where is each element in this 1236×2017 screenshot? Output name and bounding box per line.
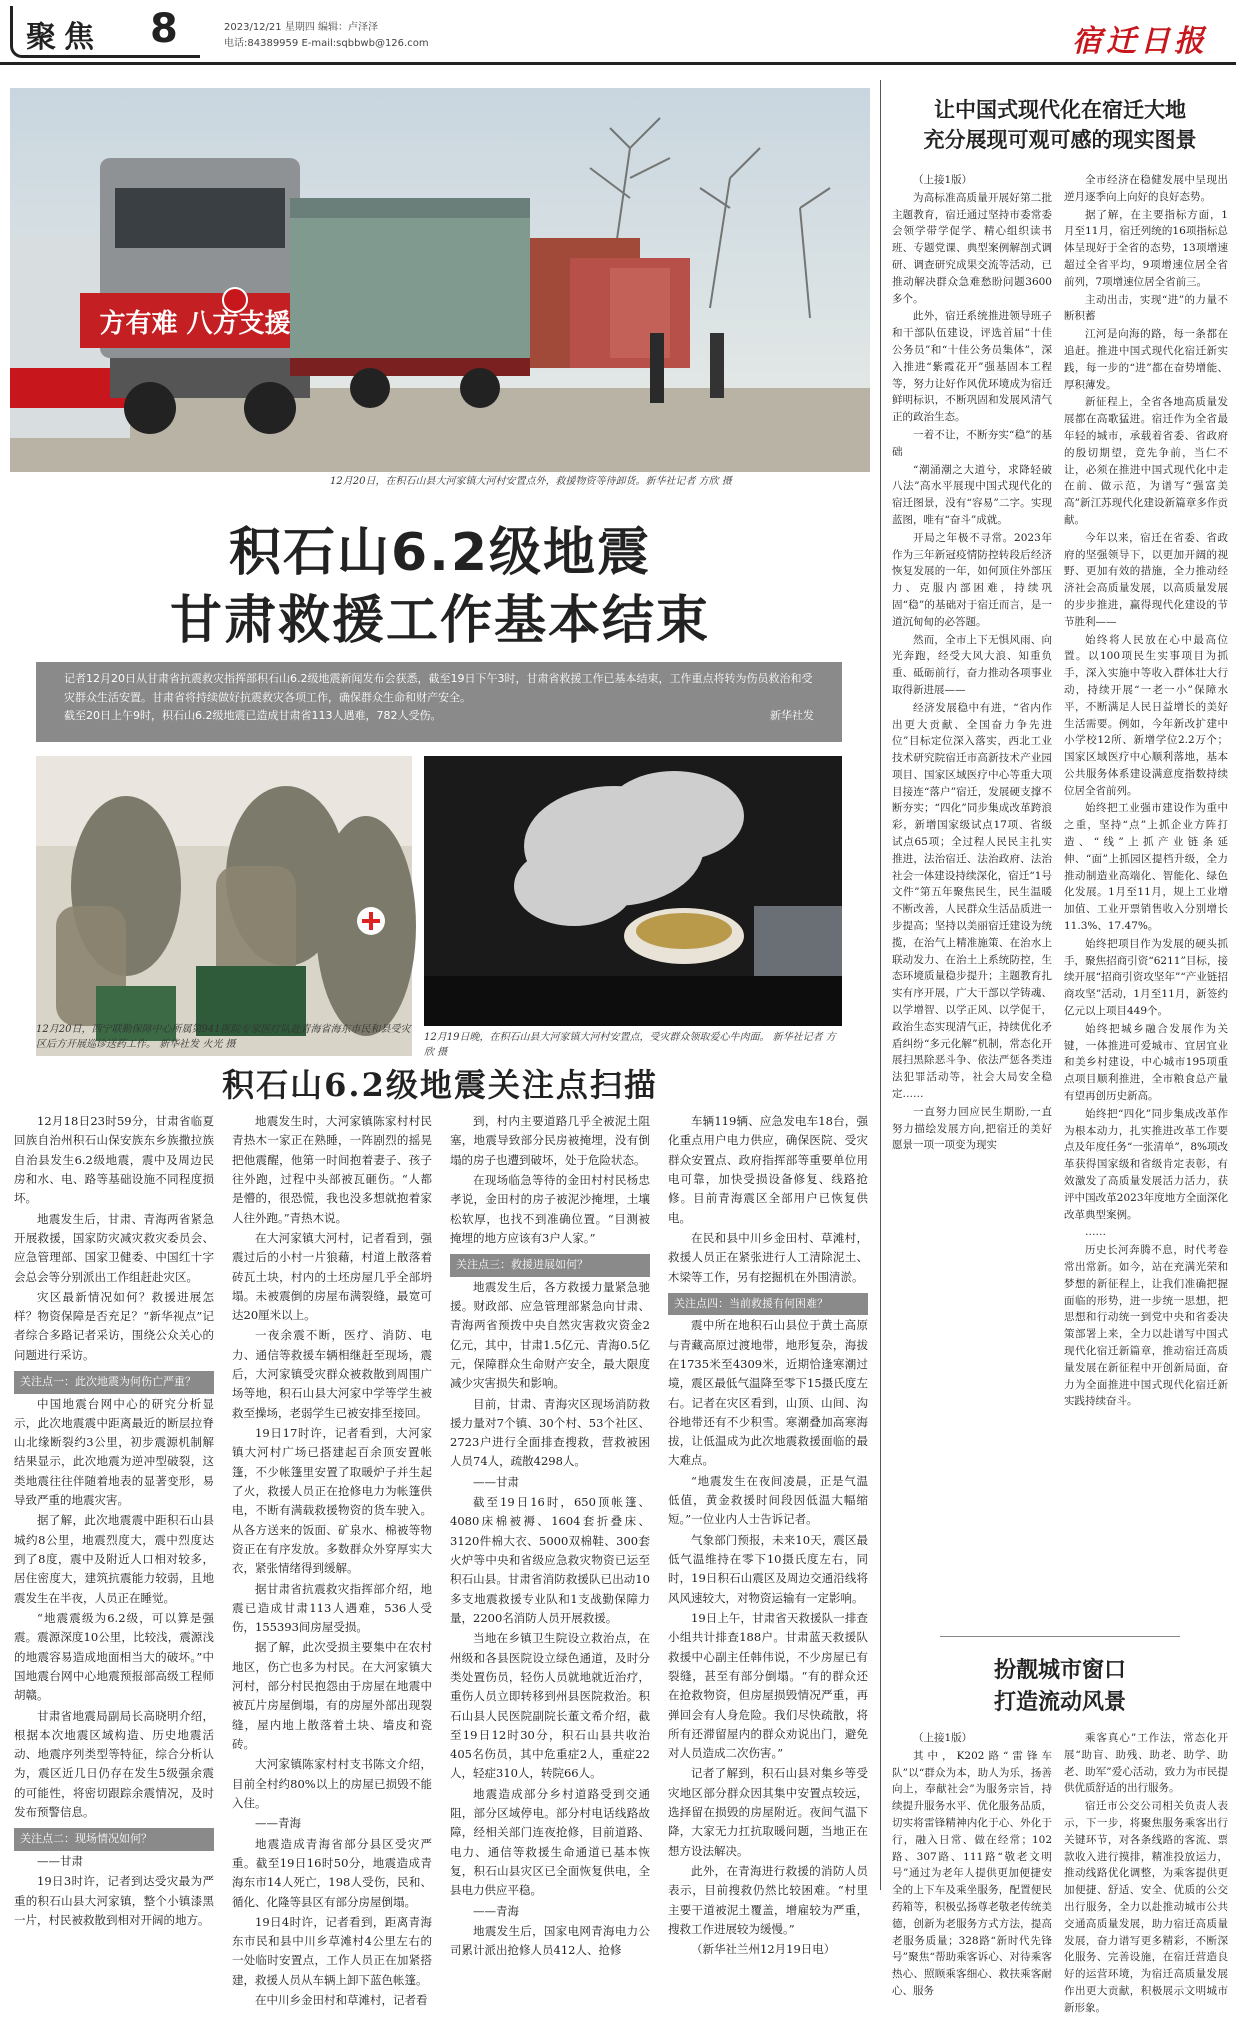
paragraph: 新征程上，全省各地高质量发展都在高歌猛进。宿迁作为全省最年轻的城市，承载着省委、省政府的殷切期望，竞先争前，当仁不让，必须在推进中国式现代化中走在前、做示范，为谱写“强富美高”新江苏现代化建设新篇章多作贡献。: [1064, 396, 1228, 526]
right-article-1-column-b: [1064, 172, 1228, 1411]
paragraph: 一直努力回应民生期盼,一直努力描绘发展方向,把宿迁的美好愿景一项一项变为现实: [892, 1105, 1052, 1152]
paragraph: 然而，全市上下无惧风雨、向光奔跑，经受大风大浪、知重负重、砥砺前行，奋力推动各项事业取得新进展——: [892, 633, 1052, 696]
paragraph: 一着不让，不断夯实“稳”的基础: [892, 428, 1052, 458]
paragraph: 到，村内主要道路几乎全被泥土阻塞，地震导致部分民房被掩埋，没有倒塌的房子也遭到破坏，处于危险状态。: [450, 1114, 650, 1167]
paragraph: ……: [1085, 1226, 1106, 1239]
paragraph: 江河是向海的路，每一条都在追赶。推进中国式现代化宿迁新实践，每一步的“进”都在奋势增能、厚积薄发。: [1064, 328, 1228, 391]
paragraph: 截至19日16时，650顶帐篷、4080床棉被褥、1604套折叠床、3120件棉大衣、5000双棉鞋、300套火炉等中央和省级应急救灾物资已运至积石山县。甘肃省消防救援队已出动10多支地震救援专业队和1支战勤保障力量，2200名消防人员开展救援。: [450, 1495, 650, 1625]
paragraph: 始终把项目作为发展的硬头抓手，聚焦招商引资“6211”目标，接续开展“招商引资攻坚年”“产业链招商攻坚”活动，1月至11月，新签约亿元以上项目449个。: [1064, 937, 1228, 1018]
paragraph: ——甘肃: [37, 1853, 83, 1868]
main-headline-line1: 积石山6.2级地震: [228, 523, 652, 583]
lead-paragraph-1: 记者12月20日从甘肃省抗震救灾指挥部积石山6.2级地震新闻发布会获悉，截至19日下午3时，甘肃省救援工作已基本结束，工作重点将转为伤员救治和受灾群众生活安置。甘肃省将持续做好抗震救灾各项工作，确保群众生命和财产安全。: [64, 672, 813, 704]
right-article-1-column-a: [892, 172, 1052, 1155]
lead-source: 新华社发: [770, 709, 814, 723]
lead-box: [36, 662, 842, 742]
newspaper-masthead: 宿迁日报: [1072, 24, 1208, 59]
relief-banner-text: 方有难 八方支援: [99, 309, 291, 339]
paragraph: 乘客真心”工作法，常态化开展“助盲、助残、助老、助学、助老、助军”爱心活动，致力为市民提供优质舒适的出行服务。: [1064, 1732, 1228, 1795]
paragraph: 中国地震台网中心的研究分析显示，此次地震震中距离最近的断层拉脊山北缘断裂约3公里，初步震源机制解结果显示，此次地震为逆冲型破裂，这类地震往往伴随着地表的显著变形，易导致严重的地震灾害。: [14, 1396, 214, 1508]
focus-column-3: [450, 1112, 650, 1958]
paragraph: （新华社兰州12月19日电）: [691, 1942, 836, 1957]
paragraph: 据了解，此次受损主要集中在农村地区，伤亡也多为村民。在大河家镇大河村，部分村民抱怨由于房屋在地震中被瓦片房屋倒塌，有的房屋外部出现裂缝，屋内地上散落着土块、墙皮和瓷砖。: [232, 1640, 432, 1751]
paragraph: 地震造成部分乡村道路受到交通阻，部分区域停电。部分村电话线路故障，经相关部门连夜抢修，目前道路、电力、通信等救援生命通道已基本恢复，积石山县灾区已全面恢复供电，全县电力供应平稳。: [450, 1786, 650, 1898]
focus-headline: 积石山6.2级地震关注点扫描: [222, 1066, 658, 1104]
paragraph: 甘肃省地震局副局长高晓明介绍，根据本次地震区域构造、历史地震活动、地震序列类型等特征，综合分析认为，震区近几日仍存在发生5级强余震的可能性，将密切跟踪余震情况，及时发布预警信息。: [14, 1708, 214, 1820]
photo-left-caption: 12月20日，西宁联勤保障中心所属第941医院专家医疗队赴青海省海东市民和县受灾区后方开展巡诊送药工作。 新华社发 火光 摄: [36, 1024, 411, 1050]
paragraph: 车辆119辆、应急发电车18台，强化重点用户电力供应，确保医院、受灾群众安置点、政府指挥部等重要单位用电可靠，加快受损设备修复、线路抢修。目前青海震区全部用户已恢复供电。: [668, 1114, 868, 1225]
section-name: 聚焦: [26, 20, 102, 55]
contact-line: 电话:84389959 E-mail:sqbbwb@126.com: [224, 38, 429, 49]
paragraph: “地震震级为6.2级，可以算是强震。震源深度10公里，比较浅，震源浅的地震容易造成地面相当大的破坏。”中国地震台网中心地震预报部高级工程师胡赣。: [14, 1610, 214, 1703]
paragraph: 气象部门预报，未来10天，震区最低气温维持在零下10摄氏度左右，同时，19日积石山震区及周边交通沿线将风风速较大，对物资运输有一定影响。: [668, 1532, 868, 1605]
paragraph: 地震发生后，国家电网青海电力公司累计派出抢修人员412人、抢修: [450, 1923, 650, 1958]
focus-column-4: [668, 1112, 868, 1957]
right-article-2-column-b: [1064, 1730, 1228, 2014]
column-divider: [880, 80, 881, 1890]
lead-row: [64, 707, 814, 726]
paragraph: 据甘肃省抗震救灾指挥部介绍，地震已造成甘肃113人遇难，536人受伤，155393间房屋受损。: [232, 1581, 432, 1635]
paragraph: 此外，在青海进行救援的消防人员表示，目前搜救仍然比较困难。“村里主要干道被泥土覆盖，增雇较为严重，搜救工作进展较为缓慢。”: [668, 1864, 868, 1936]
focus-question-heading: 关注点四：当前救援有何困难？: [668, 1293, 868, 1315]
paragraph: 地震造成青海省部分县区受灾严重。截至19日16时50分，地震造成青海东市14人死亡，198人受伤，民和、循化、化隆等县区有部分房屋倒塌。: [232, 1836, 432, 1909]
date-line: 2023/12/21 星期四 编辑：卢泽泽: [224, 22, 378, 33]
paragraph: “地震发生在夜间凌晨，正是气温低值，黄金救援时间段因低温大幅缩短。”一位业内人士告诉记者。: [668, 1473, 868, 1527]
paragraph: 地震发生时，大河家镇陈家村村民青热木一家正在熟睡，一阵剧烈的摇晃把他震醒，他第一时间抱着妻子、孩子往外跑，过程中头部被瓦砸伤。“人都是懵的，很恐慌，我也没多想就抱着家人往外跑。”青热木说。: [232, 1114, 432, 1225]
main-headline-line2: 甘肃救援工作基本结束: [169, 591, 710, 651]
paragraph: 在中川乡金田村和草滩村，记者看: [255, 1993, 428, 2008]
paragraph: 为高标准高质量开展好第二批主题教育，宿迁通过坚持市委常委会领学带学促学、精心组织读书班、专题党课、典型案例解剖式调研、调查研究成果交流等活动，已推动解决群众急难愁盼问题3600多个。: [892, 191, 1052, 305]
top-photo-caption: 12月20日，在积石山县大河家镇大河村安置点外，救援物资等待卸货。新华社记者 方欣 摄: [330, 476, 732, 487]
photo-beef-noodles: [424, 756, 842, 1026]
paragraph: 今年以来，宿迁在省委、省政府的坚强领导下，以更加开阔的视野、更加有效的措施，全力推动经济社会高质量发展，以高质量发展的步步推进，赢得现代化建设的节节胜利——: [1064, 531, 1228, 628]
paragraph: 主动出击，实现“进”的力量不断积蓄: [1064, 293, 1228, 323]
paragraph: 19日4时许，记者看到，距离青海东市民和县中川乡草滩村4公里左右的一处临时安置点，工作人员正在加紧搭建，救援人员从车辆上卸下蓝色帐篷。: [232, 1914, 432, 1987]
photo-medical-team: [36, 756, 412, 1056]
paragraph: 经济发展稳中有进，“省内作出更大贡献、全国奋力争先进位”目标定位深入落实，西北工业技术研究院宿迁市高新技术产业园项目、国家区域医疗中心等重大项目接连“落户”宿迁，发展硬支撑不断夯实；“四化”同步集成改革跨浪彩，新增国家级试点17项、省级试点65项；全过程人民民主扎实推进，法治宿迁、法治政府、法治社会一体建设持续深化，宿迁“1号文件”第五年聚焦民生，民生温暖不断改善，人民群众生活品质进一步提高；坚持以美丽宿迁建设为统揽，在治气上精准施策、在治水上联动发力、在治土上系统防控，生态环境质量稳步提升；主题教育扎实有序开展，广大干部以学铸魂、以学增智、以学正风、以学促干，政治生态实现清气正，持续优化矛盾纠纷“多元化解”机制，常态化开展扫黑除恶斗争、依法严惩各类违法犯罪活动等，社会大局安全稳定……: [892, 701, 1052, 1101]
paragraph: 震中所在地积石山县位于黄土高原与青藏高原过渡地带，地形复杂，海拔在1735米至4309米，近期恰逢寒潮过境，震区最低气温降至零下15摄氏度左右。记者在灾区看到，山顶、山间、沟谷地带还有不少积雪。寒潮叠加高寒海拔，让低温成为此次地震救援面临的最大难点。: [668, 1318, 868, 1468]
paragraph: 在现场临急等待的金田村村民杨忠孝说，金田村的房子被泥沙掩埋，土壤松软厚，也找不到准确位置。“目测被掩埋的地方应该有3户人家。”: [450, 1172, 650, 1245]
paragraph: 19日3时许，记者到达受灾最为严重的积石山县大河家镇，整个小镇漆黑一片，村民被救散到相对开阔的地方。: [14, 1874, 214, 1927]
focus-question-heading: 关注点二：现场情况如何？: [14, 1828, 214, 1850]
right-article-2-title-line1: 扮靓城市窗口: [993, 1658, 1126, 1683]
paragraph: 据了解，此次地震震中距积石山县城约8公里，地震烈度大，震中烈度达到了8度，震中及附近人口相对较多，居住密度大，建筑抗震能力较弱，且地震发生在半夜，人员正在睡觉。: [14, 1513, 214, 1605]
paragraph: 始终把工业强市建设作为重中之重，坚持“点”上抓企业方阵打造、“线”上抓产业链条延伸、“面”上抓园区提档升级，全力推动制造业高端化、智能化、绿色化发展。1月至11月，规上工业增加值、工业开票销售收入分别增长11.3%、17.47%。: [1064, 802, 1228, 933]
right-article-1-title-line1: 让中国式现代化在宿迁大地: [934, 98, 1186, 122]
focus-column-1: [14, 1112, 214, 1927]
paragraph: ——青海: [255, 1816, 301, 1831]
paragraph: 此外，宿迁系统推进领导班子和干部队伍建设，评选首届“十佳公务员”和“十佳公务员集体”，深入推进“紫霞花开”强基固本工程等，努力让好作风优环境成为宿迁鲜明标识，不断巩固和发展风清气正的政治生态。: [892, 310, 1052, 424]
paragraph: 开局之年极不寻常。2023年作为三年新冠疫情防控转段后经济恢复发展的一年，如何顶住外部压力、克服内部困难，持续巩固“稳”的基础对于宿迁而言，是一道沉甸甸的必答题。: [892, 531, 1052, 628]
header-rule: [0, 62, 1236, 65]
paragraph: 全市经济在稳健发展中呈现出逆月逐季向上向好的良好态势。: [1064, 174, 1228, 203]
right-article-1-title-line2: 充分展现可观可感的现实图景: [923, 128, 1197, 152]
paragraph: 始终把城乡融合发展作为关键，一体推进可爱城市、宜居宜业和美乡村建设，中心城市195项重点项目顺利推进，全市粮食总产量有望再创历史新高。: [1064, 1022, 1228, 1103]
paragraph: “潮涌潮之大道兮，求降轻破八法”高水平展现中国式现代化的宿迁图景，没有“容易”二字。实现蓝图，唯有“奋斗”成就。: [892, 463, 1052, 526]
paragraph: 目前，甘肃、青海灾区现场消防救援力量对7个镇、30个村、53个社区、2723户进行全面排查搜救，营救被困人员74人，疏散4298人。: [450, 1396, 650, 1469]
paragraph: 灾区最新情况如何？救援进展怎样？物资保障是否充足？“新华视点”记者综合多路记者采访，围绕公众关心的问题进行采访。: [14, 1289, 214, 1362]
paragraph: 12月18日23时59分，甘肃省临夏回族自治州积石山保安族东乡族撒拉族自治县发生6.2级地震，震中及周边民房和水、电、路等基础设施不同程度损坏。: [14, 1114, 214, 1206]
page-number: 8: [150, 6, 178, 52]
paragraph: 在大河家镇大河村，记者看到，强震过后的小村一片狼藉，村道上散落着砖瓦土块，村内的土坯房屋几乎全部坍塌。未被震倒的房屋布满裂缝，最宽可达20厘米以上。: [232, 1230, 432, 1323]
paragraph: 始终把“四化”同步集成改革作为根本动力，扎实推进改革工作要点及年度任务“一张清单”，8%项改革获得国家级和省级肯定表彰，有效激发了高质量发展活力活力，获评中国改革2023年度地方全面深化改革典型案例。: [1064, 1107, 1228, 1221]
paragraph: 历史长河奔腾不息，时代考卷常出常新。如今，站在充满光荣和梦想的新征程上，让我们准确把握面临的形势，进一步统一思想，把思想和行动统一到党中央和省委决策部署上来，全力以赴谱写中国式现代化宿迁新篇章，推动宿迁高质量发展在新征程中开创新局面，奋力为全面推进中国式现代化宿迁新实践持续奋斗。: [1064, 1244, 1228, 1408]
paragraph: ——青海: [473, 1903, 519, 1918]
paragraph: 宿迁市公交公司相关负责人表示，下一步，将聚焦服务乘客出行关键环节，对各条线路的客流、票款收入进行摸排，精准投放运力，推动线路优化调整，为乘客提供更加便捷、舒适、安全、优质的公交出行服务，全力以赴推动城市公共交通高质量发展，助力宿迁高质量发展，奋力谱写更多精彩，不断深化服务、完善设施，在宿迁营造良好的运营环境，为宿迁高质量发展作出更大贡献，积极展示文明城市新形象。: [1064, 1800, 1228, 2014]
paragraph: （上接1版）: [913, 1732, 973, 1744]
paragraph: 大河家镇陈家村村支书陈文介绍，目前全村约80%以上的房屋已损毁不能入住。: [232, 1757, 432, 1810]
right-article-2-column-a: [892, 1730, 1052, 1997]
paragraph: 19日上午，甘肃省天救援队一排查小组共计排查188户。甘肃蓝天救援队救援中心副主任韩伟说，不少房屋已有裂缝，甚至有部分倒塌。“有的群众还在抢救物资，但房屋损毁情况严重，再弹回会有人身危险。我们尽快疏散，将所有还滞留屋内的群众劝说出门，避免对人员造成二次伤害。”: [668, 1610, 868, 1761]
right-article-2-title-line2: 打造流动风景: [993, 1690, 1126, 1715]
focus-column-2: [232, 1112, 432, 2008]
paragraph: 据了解，在主要指标方面，1月至11月，宿迁列统的16项指标总体呈现好于全省的态势，13项增速超过全省平均，9项增速位居全省前列，7项增速位居全省前三。: [1064, 208, 1228, 288]
paragraph: 地震发生后，甘肃、青海两省紧急开展救援，国家防灾减灾救灾委员会、应急管理部、国家卫健委、中国红十字会总会等分别派出工作组赶赴灾区。: [14, 1211, 214, 1284]
right-separator: [940, 1636, 1180, 1637]
top-photo-relief-trucks: [10, 88, 870, 472]
paragraph: 地震发生后，各方救援力量紧急驰援。财政部、应急管理部紧急向甘肃、青海两省预拨中央自然灾害救灾资金2亿元，其中，甘肃1.5亿元、青海0.5亿元，保障群众生命财产安全，最大限度减少灾害损失和影响。: [450, 1279, 650, 1391]
paragraph: ——甘肃: [473, 1474, 519, 1489]
paragraph: 19日17时许，记者看到，大河家镇大河村广场已搭建起百余顶安置帐篷，不少帐篷里安置了取暖炉子并生起了火，救援人员正在抢修电力为帐篷供电，不断有满载救援物资的货车驶入。从各方送来的饭面、矿泉水、棉被等物资正在有序发放。多数群众外穿厚实大衣，紧张情绪得到缓解。: [232, 1426, 432, 1576]
paragraph: 在民和县中川乡金田村、草滩村，救援人员正在紧张进行人工清除泥土、木梁等工作，另有挖掘机在外围清淤。: [668, 1230, 868, 1284]
paragraph: 一夜余震不断，医疗、消防、电力、通信等救援车辆相继赶至现场，震后，大河家镇受灾群众被救散到周围广场等地，积石山县大河家中学等学生被救至操场，老弱学生已被安排至接回。: [232, 1328, 432, 1420]
lead-paragraph-2: 截至20日上午9时，积石山6.2级地震已造成甘肃省113人遇难，782人受伤。: [64, 709, 442, 723]
focus-question-heading: 关注点一：此次地震为何伤亡严重？: [14, 1371, 214, 1393]
paragraph: （上接1版）: [913, 174, 973, 186]
paragraph: 记者了解到，积石山县对集乡等受灾地区部分群众因其集中安置点较远，选择留在损毁的房屋附近。夜间气温下降，大家无力扛抗取暖问题，当地正在想方设法解决。: [668, 1766, 868, 1858]
photo-right-caption: 12月19日晚，在积石山县大河家镇大河村安置点，受灾群众领取爱心牛肉面。 新华社记者 方欣 摄: [424, 1032, 836, 1058]
paragraph: 始终将人民放在心中最高位置。以100项民生实事项目为抓手，深入实施中等收入群体壮大行动，持续开展“一老一小”保障水平，不断满足人民日益增长的美好生活需要。例如，今年新改扩建中小学校12所、新增学位2.2万个；国家区域医疗中心顺利落地，基本公共服务体系建设满意度指数持续位居全省前列。: [1064, 633, 1228, 797]
paragraph: 当地在乡镇卫生院设立救治点，在州级和各县医院设立绿色通道，及时分类处置伤员，轻伤人员就地就近治疗，重伤人员立即转移到州县医院救治。积石山县人民医院副院长董文希介绍，截至19日12时30分，积石山县共收治405名伤员，其中危重症2人，重症22人，轻症310人，转院66人。: [450, 1631, 650, 1781]
paragraph: 其中，K202路“雷锋车队”以“群众为本，助人为乐，扬善向上，奉献社会”为服务宗旨，持续提升服务水平、优化服务品质，切实将雷锋精神内化于心、外化于行，融入日常、做在经常；102路、307路、111路“敬老文明号”通过为老年人提供更加便捷安全的上下车及乘坐服务，配置便民药箱等，积极弘扬尊老敬老传统美德，创新为老服务方式方法，提高老服务质量；328路“新时代先锋号”聚焦“帮助乘客诉心、对待乘客热心、照顾乘客细心、救扶乘客耐心、服务: [892, 1749, 1052, 1997]
focus-question-heading: 关注点三：救援进展如何？: [450, 1254, 650, 1276]
